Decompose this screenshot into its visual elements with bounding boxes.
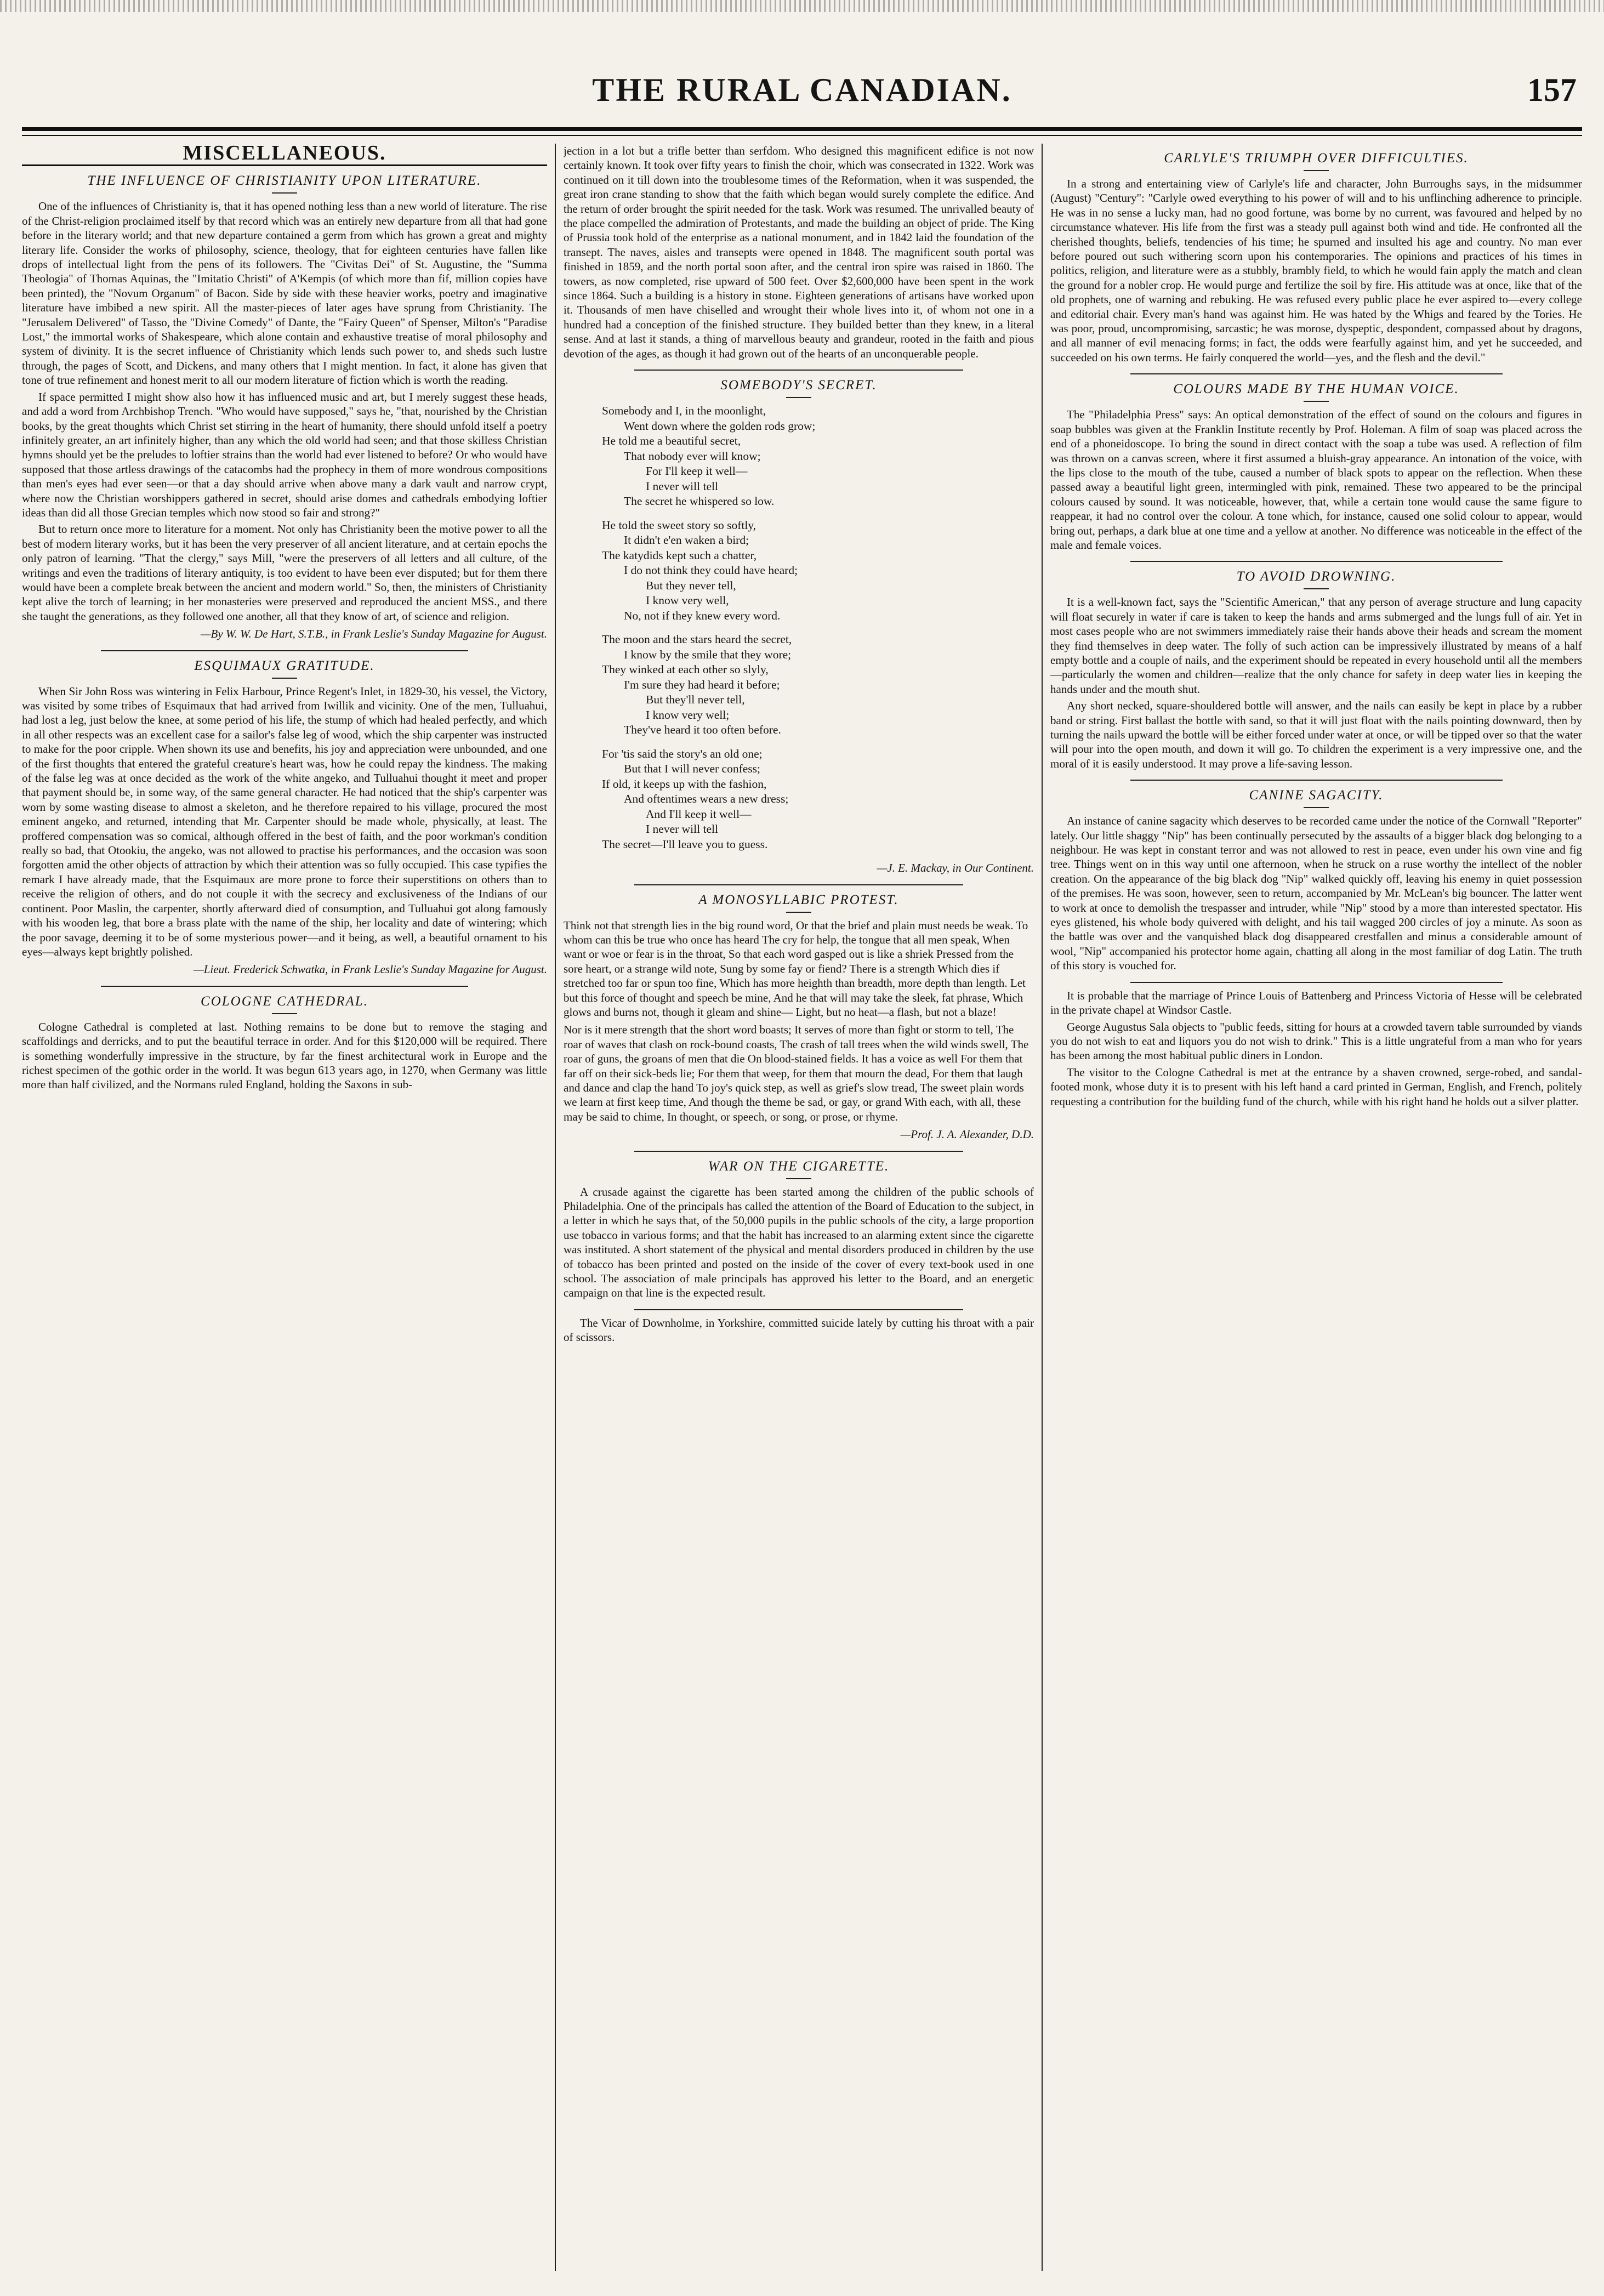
poem-line: That nobody ever will know; — [624, 449, 761, 463]
header-rule-thin — [22, 135, 1582, 136]
title-dash — [272, 678, 297, 679]
poem-line: And I'll keep it well— — [646, 807, 752, 821]
poem-line: The moon and the stars heard the secret, — [602, 633, 792, 646]
poem-line: The secret he whispered so low. — [624, 495, 775, 508]
poem-stanza — [602, 518, 1034, 624]
article-paragraph: Cologne Cathedral is completed at last. Nothing remains to be done but to remove the staging and scaffoldings and derricks, and to put the beautiful terrace in order. And for this $120,000 will be required. There is something wonderfully impressive in the structure, by far the finest architectural work in Europe and the richest specimen of the gothic order in the world. It was begun 613 years ago, in 1270, when Germany was little more than half civilized, and the Normans ruled England, holding the Saxons in sub- — [22, 1020, 547, 1092]
poem-stanza — [602, 747, 1034, 853]
title-dash — [1304, 807, 1329, 808]
article-title: WAR ON THE CIGARETTE. — [708, 1158, 890, 1174]
article-divider — [1130, 561, 1503, 562]
poem-line: He told me a beautiful secret, — [602, 434, 741, 448]
news-item: George Augustus Sala objects to "public feeds, sitting for hours at a crowded tavern table surrounded by viands you do not wish to eat and liquors you do not wish to drink." This is a little ungrateful from a man who for years has been among the most habitual public diners in London. — [1050, 1020, 1582, 1062]
poem-line: The secret—I'll leave you to guess. — [602, 837, 768, 851]
poem-line: Went down where the golden rods grow; — [624, 419, 816, 433]
poem-line: I know by the smile that they wore; — [624, 647, 792, 661]
poem-stanza — [602, 632, 1034, 738]
poem-line: He told the sweet story so softly, — [602, 518, 757, 532]
article-divider — [101, 986, 469, 987]
poem-line: If old, it keeps up with the fashion, — [602, 777, 767, 791]
poem-line: But they never tell, — [646, 578, 736, 592]
poem-line: And oftentimes wears a new dress; — [624, 792, 789, 806]
newspaper-title: THE RURAL CANADIAN. — [592, 72, 1012, 108]
title-dash — [786, 912, 811, 913]
poem-line: No, not if they knew every word. — [624, 609, 781, 622]
article-title: COLOGNE CATHEDRAL. — [201, 993, 368, 1009]
poem-line: They've heard it too often before. — [624, 723, 781, 737]
article-title: THE INFLUENCE OF CHRISTIANITY UPON LITERATURE. — [87, 173, 482, 189]
poem-body — [602, 403, 1034, 852]
poem-line: But they'll never tell, — [646, 693, 745, 707]
article-paragraph: But to return once more to literature for a moment. Not only has Christianity been the motive power to all the best of modern literary works, but it has been the very preserver of all ancient literature, and at certain epochs the only patron of learning. "That the clergy," says Mill, "were the preservers of all letters and all culture, of the writings and even the traditions of literary antiquity, is too evident to have been ever disputed; but for them there would have been a complete break between the ancient and modern world." So, then, the ministers of Christianity kept alive the torch of learning; in her monasteries were preserved and reproduced the ancient MSS., and there she taught the generations, as they followed one another, all that they know of art, of science and religion. — [22, 522, 547, 623]
poem-line: It didn't e'en waken a bird; — [624, 533, 749, 547]
news-item: It is probable that the marriage of Prince Louis of Battenberg and Princess Victoria of Hesse will be celebrated in the private chapel at Windsor Castle. — [1050, 988, 1582, 1017]
title-dash — [1304, 170, 1329, 171]
poem-line: But that I will never confess; — [624, 762, 760, 776]
article-attribution: —By W. W. De Hart, S.T.B., in Frank Leslie's Sunday Magazine for August. — [200, 627, 547, 641]
title-dash — [786, 397, 811, 398]
article-divider — [1130, 373, 1503, 374]
poem-line: They winked at each other so slyly, — [602, 663, 769, 677]
article-title: TO AVOID DROWNING. — [1236, 569, 1396, 584]
article-paragraph: jection in a lot but a trifle better than serfdom. Who designed this magnificent edifice is not now certainly known. It took over fifty years to finish the choir, which was consecrated in 1322. Work was continued on it till down into the troublesome times of the Reformation, when it was suspended, the great iron crane standing to show that the faith which began would surely complete the edifice. And the return of order brought the spirit needed for the task. Work was resumed. The unrivalled beauty of the place compelled the admiration of Protestants, and made the building an object of pride. The King of Prussia took hold of the enterprise as a national monument, and in 1842 laid the foundation of the transept. The naves, aisles and transepts were opened in 1848. The magnificent south portal was finished in 1859, and the north portal soon after, and the central iron spire was raised in 1860. The towers, as now completed, rise upward of 500 feet. Over $2,600,000 have been spent in the work since 1864. Such a building is a history in stone. Eighteen generations of artisans have worked upon it. Thousands of men have chiselled and wrought their whole lives into it, of whom not one in a hundred had a conception of the finished structure. They builded better than they knew, in a literal sense. And at last it stands, a thing of marvellous beauty and grandeur, rooted in the faith and pious devotion of the ages, as though it had grown out of the hearts of an unconquerable people. — [564, 144, 1034, 360]
poem-stanza — [602, 403, 1034, 509]
article-title: COLOURS MADE BY THE HUMAN VOICE. — [1173, 382, 1459, 397]
section-rule — [22, 164, 547, 166]
news-item: The Vicar of Downholme, in Yorkshire, committed suicide lately by cutting his throat with a pair of scissors. — [564, 1316, 1034, 1344]
article-title: ESQUIMAUX GRATITUDE. — [194, 658, 375, 673]
column-3 — [1050, 144, 1582, 2271]
article-paragraph: When Sir John Ross was wintering in Felix Harbour, Prince Regent's Inlet, in 1829-30, his vessel, the Victory, was visited by some tribes of Esquimaux that had arrived from Iwillik and vicinity. One of the men, Tulluahui, had lost a leg, just below the knee, at some period of his life, the stump of which had healed perfectly, and which in all other respects was an excellent case for a sailor's false leg of wood, which the ship carpenter was instructed to make for the poor cripple. When shown its use and benefits, his joy and appreciation were unbounded, and one of the first thoughts that entered the grateful creature's heart was, how he could repay the kindness. The making of the false leg was at once decided as the work of the white angeko, and Tulluahui thought it meet and proper that payment should be, in some way, of the same general character. He had noticed that the ship's carpenter was worn by some wasting disease to almost a skeleton, and he therefore repaired to his village, procured the most eminent angeko, and returned, intending that Mr. Carpenter should be made whole, physically, at least. The proffered compensation was so comical, although offered in the best of faith, and the poor workman's condition really so bad, that Otookiu, the angeko, was not allowed to practise his performances, and the occasion was soon forgotten amid the other objects of attraction by which their attention was so fully occupied. This case typifies the remark I have already made, that the Esquimaux are more prone to force their superstitions on others than to receive the religion of others, and do not couple it with the secrecy and exclusiveness of the Indians of our continent. Poor Maslin, the carpenter, shortly afterward died of consumption, and Tulluahui got along famously with his wooden leg, that bore a brass plate with the name of the ship, her locality and date of wintering; which the poor savage, deeming it to be of some mysterious power—and it being, as well, a beautiful ornament to his eyes—always kept brightly polished. — [22, 684, 547, 958]
scan-edge — [0, 0, 1604, 12]
poem-line: The katydids kept such a chatter, — [602, 548, 757, 562]
title-dash — [1304, 588, 1329, 589]
article-divider — [634, 1309, 964, 1310]
news-item: The visitor to the Cologne Cathedral is met at the entrance by a shaven crowned, serge-robed, and sandal-footed monk, whose duty it is to present with his left hand a card printed in German, English, and French, politely requesting a contribution for the building fund of the church, while with his right hand he holds out a silver platter. — [1050, 1065, 1582, 1108]
section-heading: MISCELLANEOUS. — [183, 144, 386, 164]
article-paragraph: In a strong and entertaining view of Carlyle's life and character, John Burroughs says, in the midsummer (August) "Century": "Carlyle owed everything to his power of will and to his unflinching adherence to principle. He was in no sense a lucky man, had no good fortune, was borne by no current, was favoured and helped by no circumstance whatever. His life from the first was a steady pull against both wind and tide. He confronted all the cherished thoughts, beliefs, tendencies of his time; he spurned and insulted his age and country. No man ever before poured out such withering scorn upon his contemporaries. The opinions and practices of his times in politics, religion, and literature were as a stubbly, brambly field, to which he would fain apply the match and clean the ground for a nobler crop. He would purge and fertilize the soil by fire. His attitude was at once, like that of the old prophets, one of warning and rebuking. He was refused every public place he ever aspired to—every college and editorial chair. Every man's hand was against him. He was hated by the Whigs and feared by the Tories. He was poor, proud, uncompromising, sarcastic; he was morose, dyspeptic, despondent, compassed about by dragons, and all manner of evil menacing forms; in fact, the odds were fearfully against him, and yet he succeeded, and succeeded on his own terms. He fairly conquered the world—yes, and the flesh and the devil." — [1050, 177, 1582, 364]
poem-attribution: —J. E. Mackay, in Our Continent. — [877, 861, 1034, 875]
header-rule — [22, 127, 1582, 131]
article-title: CARLYLE'S TRIUMPH OVER DIFFICULTIES. — [1164, 151, 1469, 166]
article-title: CANINE SAGACITY. — [1249, 788, 1384, 803]
article-divider — [634, 1151, 964, 1152]
page-number: 157 — [1527, 72, 1577, 108]
poem-line: I do not think they could have heard; — [624, 564, 798, 577]
poem-title: SOMEBODY'S SECRET. — [720, 378, 877, 393]
column-2 — [564, 144, 1034, 2271]
column-1 — [22, 144, 547, 2271]
title-dash — [272, 192, 297, 194]
poem-line: For I'll keep it well— — [646, 464, 748, 478]
column-divider — [555, 144, 556, 2271]
article-divider — [634, 370, 964, 371]
column-divider — [1042, 144, 1043, 2271]
article-divider — [1130, 780, 1503, 781]
article-paragraph: A crusade against the cigarette has been started among the children of the public schools of Philadelphia. One of the principals has called the attention of the Board of Education to the subject, in a letter in which he says that, of the 50,000 pupils in the public schools of the city, a large proportion use tobacco in various forms; and that the habit has increased to an alarming extent since the cigarette was instituted. A short statement of the physical and mental disorders produced in children by the use of tobacco has been printed and posted on the inside of the cover of every text-book used in one school. The association of male principals has approved his letter to the Board, and an energetic campaign on that line is the expected result. — [564, 1185, 1034, 1300]
poem-line: I never will tell — [646, 479, 718, 493]
poem-line: For 'tis said the story's an old one; — [602, 747, 763, 760]
poem-title: A MONOSYLLABIC PROTEST. — [698, 892, 899, 907]
page-header — [22, 71, 1582, 124]
article-paragraph: If space permitted I might show also how it has influenced music and art, but I merely suggest these heads, and add a word from Archbishop Trench. "Who would have supposed," says he, "that, nourished by the Christian books, by the great thoughts which Christ set stirring in the heart of humanity, there should unfold itself a poetry infinitely greater, an art infinitely higher, than any which the old world had seen; and that those skilless Christian hymns should yet be the preludes to loftier strains than the world had ever listened to before? Or who would have supposed that those artless drawings of the catacombs had the prophecy in them of more wondrous compositions than men's eyes had ever seen—or that a day should arrive when above many a dark vault and narrow crypt, where now the Christian worshippers gathered in secret, should arise domes and cathedrals embodying loftier ideas than did all those Grecian temples which now stood so fair and strong?" — [22, 390, 547, 519]
article-paragraph: Any short necked, square-shouldered bottle will answer, and the nails can easily be kept in place by a rubber band or string. First ballast the bottle with sand, so that it will just float with the nails pointing downward, then by turning the nails upward the bottle will be either forced under water at once, or will be tipped over so that the water will pour into the open mouth, and down it will go. To children the experiment is a very impressive one, and the moral of it is easily understood. It may prove a life-saving lesson. — [1050, 699, 1582, 770]
poem-line: Somebody and I, in the moonlight, — [602, 404, 766, 418]
poem-stanza: Nor is it mere strength that the short word boasts; It serves of more than fight or storm to tell, The roar of waves that clash on rock-bound coasts, The crash of tall trees when the wild winds swell, The roar of guns, the groans of men that die On blood-stained fields. It has a voice as well For them that far off on their sick-beds lie; For them that weep, for them that mourn the dead, For them that laugh and dance and clap the hand To joy's quick step, as well as grief's slow tread, The sweet plain words we learn at first keep time, And though the theme be sad, or gay, or grand With each, with all, these may be said to chime, In thought, or speech, or song, or prose, or rhyme. — [564, 1023, 1029, 1123]
article-attribution: —Lieut. Frederick Schwatka, in Frank Leslie's Sunday Magazine for August. — [194, 963, 547, 976]
poem-attribution: —Prof. J. A. Alexander, D.D. — [900, 1128, 1034, 1141]
article-divider — [101, 650, 469, 651]
article-paragraph: The "Philadelphia Press" says: An optical demonstration of the effect of sound on the colours and figures in soap bubbles was given at the Franklin Institute recently by Prof. Holeman. A film of soap was placed across the end of a phoneidoscope. To bring the sound in direct contact with the soap a tube was used. A reflection of film was thrown on a canvas screen, where it first assumed a bluish-gray appearance. An intonation of the voice, with the lips close to the mouth of the tube, caused a number of black spots to appear on the reflection. When these passed away a beautiful light green, intermingled with pink, remained. These two appeared to be the principal colours caused by sound. It was noticeable, however, that, while a certain tone would cause the same figure to reappear, it had no control over the colour. A tone which, for instance, caused one solid colour to appear, would bring out, perhaps, a dark blue at one time and a yellow at another. No difference was noticeable in the effect of the male and female voices. — [1050, 408, 1582, 552]
poem-line: I never will tell — [646, 822, 718, 836]
title-dash — [272, 1013, 297, 1014]
poem-line: I know very well; — [646, 708, 730, 721]
article-divider — [634, 884, 964, 885]
title-dash — [786, 1178, 811, 1179]
title-dash — [1304, 401, 1329, 402]
poem-line: I'm sure they had heard it before; — [624, 678, 780, 691]
poem-line: I know very well, — [646, 594, 729, 607]
poem-stanza: Think not that strength lies in the big round word, Or that the brief and plain must needs be weak. To whom can this be true who once has heard The cry for help, the tongue that all men speak, When want or woe or fear is in the throat, So that each word gasped out is like a shriek Pressed from the sore heart, or a strange wild note, Sung by some fay or fiend? There is a strength Which dies if stretched too far or spun too fine, Which has more heighth than breadth, more depth than length. Let but this force of thought and speech be mine, And he that will may take the sleek, fat phrase, Which glows and burns not, though it gleam and shine— Light, but no heat—a flash, but not a blaze! — [564, 918, 1028, 1019]
article-paragraph: It is a well-known fact, says the "Scientific American," that any person of average structure and lung capacity will float securely in water if care is taken to keep the hands and arms submerged and the lungs full of air. Yet in most cases people who are not swimmers immediately raise their hands above their heads and scream the moment they find themselves in deep water. The folly of such action can be impressively illustrated by means of a half empty bottle and a couple of nails, and the experiment should be repeated in every household until all the members—particularly the women and children—realize that the only chance for safety in deep water lies in keeping the hands under and the mouth shut. — [1050, 595, 1582, 696]
article-divider — [1130, 982, 1503, 983]
article-paragraph: One of the influences of Christianity is, that it has opened nothing less than a new world of literature. The rise of the Christ-religion proclaimed itself by that record which was an entirely new departure from all that had gone before in the literary world; and that new departure contained a germ from which has grown a great and mighty literary life. Consider the works of philosophy, science, theology, that for eighteen centuries have fallen like drops of intellectual light from the pens of its followers. The "Civitas Dei" of St. Augustine, the "Summa Theologia" of Thomas Aquinas, the "Imitatio Christi" of A'Kempis (of which more than fif, million copies have been printed), the "Novum Organum" of Bacon. Side by side with these heavier works, poetry and imaginative literature have imbibed a new spirit. All the master-pieces of later ages have sprung from Christianity. The "Jerusalem Delivered" of Tasso, the "Divine Comedy" of Dante, the "Fairy Queen" of Spenser, Milton's "Paradise Lost," the immortal works of Shakespeare, which alone contain and exhaustive treatise of moral philosophy and system of divinity. It is the secret influence of Christianity which lends such power to, and sheds such lustre through, the pages of Scott, and Dickens, and many others that I might mention. In fact, it alone has given that tone of true refinement and honest merit to all our modern literature of fiction which is worth the reading. — [22, 200, 547, 387]
article-paragraph: An instance of canine sagacity which deserves to be recorded came under the notice of the Cornwall "Reporter" lately. Our little shaggy "Nip" has been continually persecuted by the assaults of a bigger black dog belonging to a neighbour. He was kept in constant terror and was not allowed to rest in peace, even under his own vine and fig tree. Things went on in this way until one afternoon, when he struck on a ruse worthy the intellect of the nobler creation. On the appearance of the big black dog "Nip" walked quickly off, leaving his enemy in quiet possession of the premises. He was soon, however, seen to return, accompanied by Mr. McLean's big bouncer. The latter went to work at once to demolish the trespasser and intruder, while "Nip" stood by a more than interested spectator. His eyes glistened, his whole body quivered with delight, and his tail wagged 200 circles of joy a minute. As soon as the battle was over and the vanquished black dog disappeared crestfallen and minus a considerable amount of wool, "Nip" accompanied his protector home again, chatting all along in the most familiar of dog Latin. The truth of this story is vouched for. — [1050, 814, 1582, 973]
